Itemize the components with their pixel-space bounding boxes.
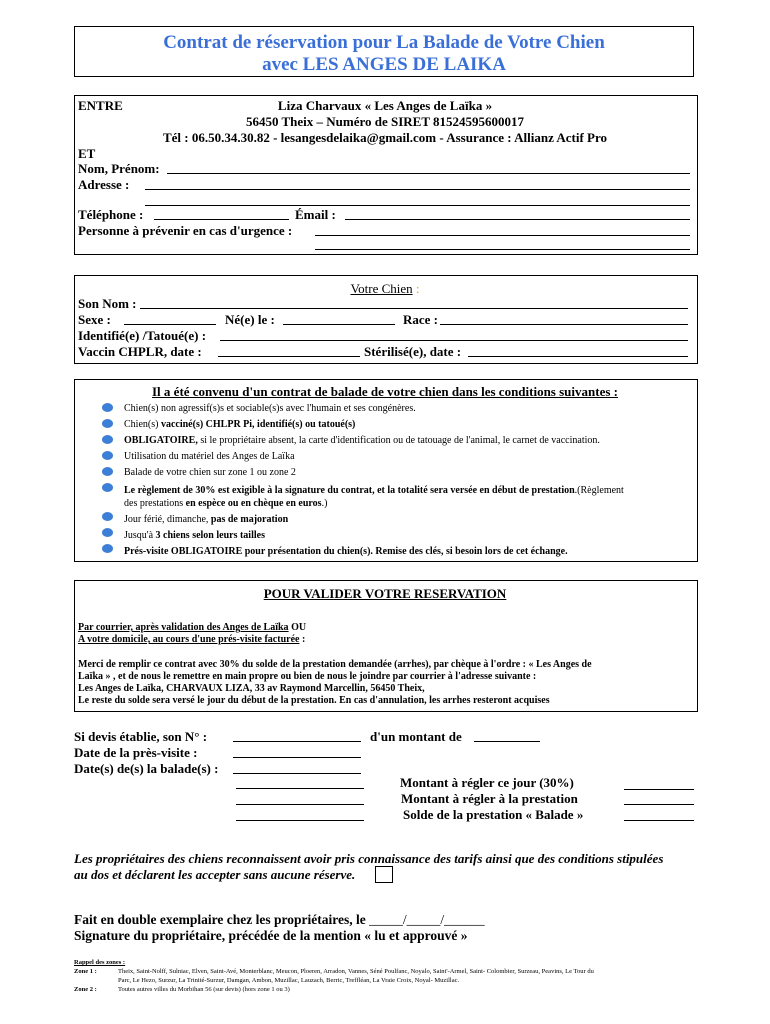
condition-6-line2-pre: des prestations (124, 498, 186, 509)
condition-4-text: Utilisation du matériel des Anges de Laïka (124, 451, 295, 462)
condition-item-3 (124, 434, 600, 447)
condition-2-bold: vacciné(s) CHLPR Pi, identifié(s) ou tatoué(s) (160, 419, 356, 430)
chien-title-text: Votre Chien (350, 281, 413, 296)
devis-number-field[interactable] (233, 741, 361, 742)
validation-para-3: Les Anges de Laïka, CHARVAUX LIZA, 33 av Raymond Marcellin, 56450 Theix, (78, 683, 425, 694)
condition-6-line2-post: .) (321, 498, 328, 509)
condition-8-bold: 3 chiens selon leurs tailles (155, 530, 265, 541)
condition-6-post: .(Règlement (574, 485, 624, 496)
email-label: Émail : (295, 207, 336, 222)
montant-jour-label: Montant à régler ce jour (30%) (400, 775, 574, 790)
montant-jour-field[interactable] (624, 789, 694, 790)
condition-1-text: Chien(s) non agressif(s)s et sociable(s)s avec l'humain et ses congénères. (124, 403, 416, 414)
bullet-icon (102, 451, 113, 460)
dates-balade-field-2[interactable] (236, 788, 364, 789)
montant-de-field[interactable] (474, 741, 540, 742)
bullet-icon (102, 403, 113, 412)
validation-option-2 (78, 633, 305, 646)
signature-line-1 (74, 912, 485, 928)
condition-5-text: Balade de votre chien sur zone 1 ou zone 2 (124, 467, 296, 478)
ne-field[interactable] (283, 324, 395, 325)
solde-field[interactable] (624, 820, 694, 821)
bullet-icon (102, 435, 113, 444)
zone-1-line-2: Parc, Le Hezo, Surzur, La Trinité-Surzur, Damgan, Ambon, Muzillac, Lauzach, Berric, Treffléan, La Vraie Croix, Noyal- Muzillac. (118, 977, 460, 984)
zone-1-label: Zone 1 : (74, 968, 97, 975)
sexe-label: Sexe : (78, 312, 111, 327)
race-label: Race : (403, 312, 439, 327)
chien-title (0, 281, 770, 297)
email-field[interactable] (345, 219, 690, 220)
title-box (74, 26, 694, 77)
dates-balade-field-4[interactable] (236, 820, 364, 821)
condition-item-8 (124, 529, 265, 542)
condition-3-post: si le propriétaire absent, la carte d'identification ou de tatouage de l'animal, le carnet de vaccination. (197, 435, 600, 446)
condition-item-4 (124, 450, 295, 463)
acceptance-line-2: au dos et déclarent les accepter sans aucune réserve. (74, 867, 356, 882)
signature-line-2: Signature du propriétaire, précédée de la mention « lu et approuvé » (74, 928, 468, 943)
zones-title: Rappel des zones : (74, 959, 126, 966)
condition-7-pre: Jour férié, dimanche, (124, 514, 211, 525)
dates-balade-field-3[interactable] (236, 804, 364, 805)
validation-para-1: Merci de remplir ce contrat avec 30% du solde de la prestation demandée (arrhes), par chèque à l'ordre : « Les Anges de (78, 659, 592, 670)
son-nom-label: Son Nom : (78, 296, 137, 311)
montant-de-label: d'un montant de (370, 729, 462, 744)
condition-9-bold: Prés-visite OBLIGATOIRE pour présentation du chien(s). Remise des clés, si besoin lors de cet échange. (124, 546, 568, 557)
condition-item-6 (124, 484, 624, 497)
race-field[interactable] (440, 324, 688, 325)
signature-date-field[interactable]: _____/_____/______ (369, 912, 485, 927)
condition-2-pre: Chien(s) (124, 419, 161, 430)
telephone-field[interactable] (154, 219, 289, 220)
condition-3-bold: OBLIGATOIRE, (124, 435, 198, 446)
provider-address: 56450 Theix – Numéro de SIRET 81524595600017 (245, 114, 525, 129)
bullet-icon (102, 483, 113, 492)
telephone-label: Téléphone : (78, 207, 144, 222)
montant-prestation-label: Montant à régler à la prestation (401, 791, 578, 806)
condition-item-9 (124, 545, 568, 558)
title-line-2: avec LES ANGES DE LAIKA (262, 54, 506, 75)
conditions-heading: Il a été convenu d'un contrat de balade de votre chien dans les conditions suivantes : (152, 384, 618, 399)
signature-line-1-text: Fait en double exemplaire chez les propriétaires, le (74, 912, 370, 927)
dates-balade-field-1[interactable] (233, 773, 361, 774)
sexe-field[interactable] (124, 324, 216, 325)
provider-name: Liza Charvaux « Les Anges de Laïka » (277, 98, 493, 113)
solde-label: Solde de la prestation « Balade » (403, 807, 584, 822)
provider-contact: Tél : 06.50.34.30.82 - lesangesdelaika@gmail.com - Assurance : Allianz Actif Pro (162, 130, 608, 145)
adresse-label: Adresse : (78, 177, 130, 192)
validation-para-4: Le reste du solde sera versé le jour du début de la prestation. En cas d'annulation, les arrhes resteront acquises (78, 695, 550, 706)
nom-field[interactable] (167, 173, 690, 174)
urgence-field-2[interactable] (315, 249, 690, 250)
condition-item-1 (124, 402, 416, 415)
acceptance-line-1: Les propriétaires des chiens reconnaissent avoir pris connaissance des tarifs ainsi que des conditions stipulées (74, 851, 664, 866)
bullet-icon (102, 419, 113, 428)
condition-6-bold: Le règlement de 30% est exigible à la signature du contrat, et la totalité sera versée en début de prestation (124, 485, 575, 496)
title-line-1: Contrat de réservation pour La Balade de Votre Chien (163, 32, 605, 53)
bullet-icon (102, 528, 113, 537)
condition-8-pre: Jusqu'à (124, 530, 156, 541)
bullet-icon (102, 512, 113, 521)
condition-item-5 (124, 466, 296, 479)
nom-label: Nom, Prénom: (78, 161, 160, 176)
validation-heading: POUR VALIDER VOTRE RESERVATION (263, 586, 507, 601)
adresse-field-2[interactable] (145, 205, 690, 206)
condition-6-line2-bold: en espèce ou en chèque en euros (185, 498, 322, 509)
validation-option-1-or: OU (288, 622, 307, 633)
condition-item-6-line-2 (124, 497, 327, 510)
entre-label: ENTRE (78, 98, 123, 113)
condition-item-2 (124, 418, 355, 431)
ne-label: Né(e) le : (225, 312, 275, 327)
zone-2-label: Zone 2 : (74, 986, 97, 993)
validation-option-2-suffix: : (299, 634, 306, 645)
urgence-field-1[interactable] (315, 235, 690, 236)
validation-para-2: Laïka » , et de nous le remettre en main propre ou bien de nous le joindre par courrier à l'adresse suivante : (78, 671, 537, 682)
si-devis-label: Si devis établie, son N° : (74, 729, 208, 744)
montant-prestation-field[interactable] (624, 804, 694, 805)
et-label: ET (78, 146, 96, 161)
condition-7-bold: pas de majoration (210, 514, 289, 525)
vaccin-field[interactable] (218, 356, 360, 357)
sterilise-label: Stérilisé(e), date : (364, 344, 462, 359)
zone-1-line-1: Theix, Saint-Nolff, Sulniac, Elven, Saint-Avé, Monterblanc, Meucon, Ploeren, Arradon, Vannes, Séné Poulfanc, Noyalo, Saint'-Armel, Saint- Colombier, Surzeau, Peavins, Le Tour du (118, 968, 594, 975)
validation-option-1-text: Par courrier, après validation des Anges de Laïka (78, 622, 289, 633)
identifie-field[interactable] (220, 340, 688, 341)
date-previsite-label: Date de la près-visite : (74, 745, 198, 760)
validation-option-2-text: A votre domicile, au cours d'une prés-visite facturée (78, 634, 300, 645)
dates-balade-label: Date(s) de(s) la balade(s) : (74, 761, 219, 776)
bullet-icon (102, 467, 113, 476)
identifie-label: Identifié(e) /Tatoué(e) : (78, 328, 207, 343)
urgence-label: Personne à prévenir en cas d'urgence : (78, 223, 293, 238)
zone-2-line-1: Toutes autres villes du Morbihan 56 (sur devis) (hors zone 1 ou 3) (118, 986, 290, 993)
date-previsite-field[interactable] (233, 757, 361, 758)
chien-title-colon: : (412, 281, 420, 296)
acceptance-checkbox[interactable] (375, 866, 393, 883)
bullet-icon (102, 544, 113, 553)
sterilise-field[interactable] (468, 356, 688, 357)
condition-item-7 (124, 513, 288, 526)
son-nom-field[interactable] (140, 308, 688, 309)
adresse-field-1[interactable] (145, 189, 690, 190)
vaccin-label: Vaccin CHPLR, date : (78, 344, 202, 359)
